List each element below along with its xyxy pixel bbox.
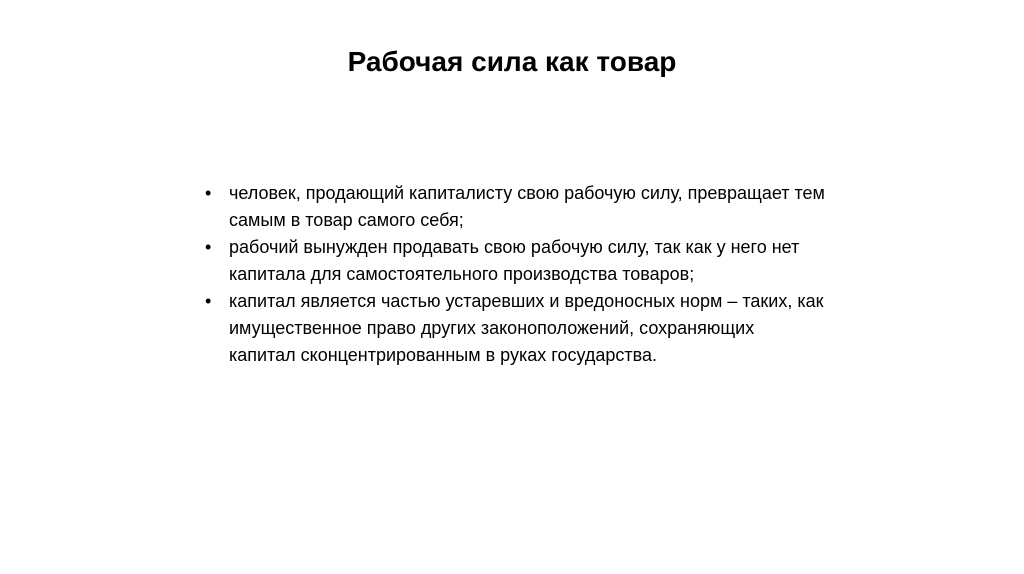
bullet-text: капитал является частью устаревших и вредоносных норм – таких, как имущественное право других законоположений, сохраняющих капитал сконцентрированным в руках государства. xyxy=(229,291,824,365)
bullet-item xyxy=(205,234,825,288)
slide-title: Рабочая сила как товар xyxy=(347,46,677,77)
bullet-item xyxy=(205,180,825,234)
bullet-text: рабочий вынужден продавать свою рабочую силу, так как у него нет капитала для самостоятельного производства товаров; xyxy=(229,237,800,284)
bullet-list xyxy=(205,180,825,369)
bullet-item xyxy=(205,288,825,369)
bullet-text: человек, продающий капиталисту свою рабочую силу, превращает тем самым в товар самого себя; xyxy=(229,183,825,230)
bullet-icon: • xyxy=(205,183,212,203)
bullet-icon: • xyxy=(205,291,212,311)
bullet-icon: • xyxy=(205,237,212,257)
